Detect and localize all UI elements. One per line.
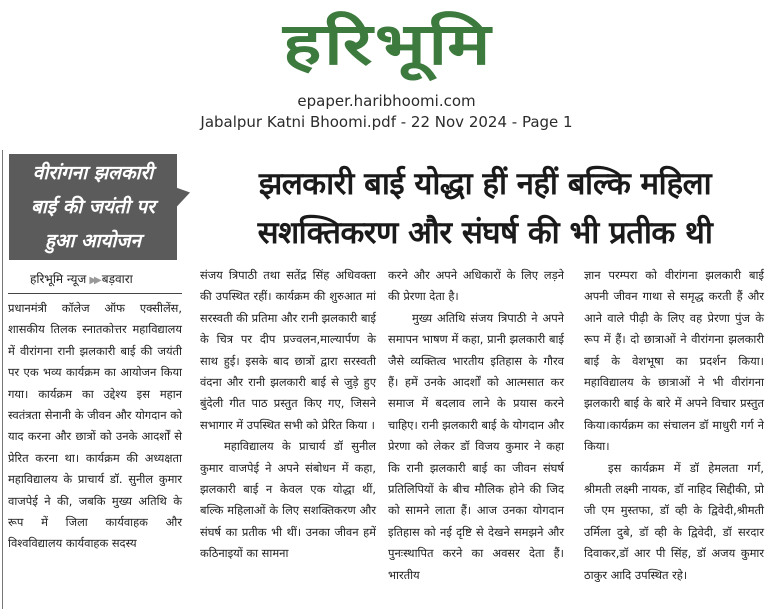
article-column-4 (584, 265, 764, 586)
byline (10, 270, 182, 287)
headline-line: झलकारी बाई योद्धा हीं नहीं बल्कि महिला (258, 166, 712, 202)
left-border-rule (2, 150, 3, 609)
byline-divider (8, 293, 182, 294)
headline (200, 160, 770, 258)
paragraph: प्रधानमंत्री कॉलेज ऑफ एक्सीलेंस, शासकीय तिलक स्नातकोत्तर महाविद्यालय में वीरांगना रानी झलकारी बाई की जयंती पर एक भव्य कार्यक्रम का आयोजन किया गया। कार्यक्रम का उद्देश्य इस महान स्वतंत्रता सेनानी के जीवन और योगदान को याद करना और छात्रों को उनके आदर्शों से प्रेरित करना था। कार्यक्रम की अध्यक्षता महाविद्यालय के प्राचार्य डॉ. सुनील कुमार वाजपेई ने की, जबकि मुख्य अतिथि के रूप में जिला कार्यवाहक और विश्वविद्यालय कार्यवाहक सदस्य (8, 301, 182, 551)
paragraph: संजय त्रिपाठी तथा सतेंद्र सिंह अधिवक्ता की उपस्थित रहीं। कार्यक्रम की शुरुआत मां सरस्वती की प्रतिमा और रानी झलकारी बाई के चित्र पर दीप प्रज्वलन,माल्यार्पण के साथ हुई। इसके बाद छात्रों द्वारा सरस्वती वंदना और रानी झलकारी बाई से जुड़े हुए बुंदेली गीत पाठ प्रस्तुत किए गए, जिसने सभागार में उपस्थित सभी को प्रेरित किया । (200, 268, 376, 432)
article-column-2 (200, 265, 376, 565)
kicker-line: बाई की जयंती पर (31, 196, 155, 218)
paragraph: ज्ञान परम्परा को वीरांगना झलकारी बाई अपनी जीवन गाथा से समृद्ध करती हैं और आने वाले पीढ़ी के लिए वह प्रेरणा पुंज के रूप में हैं। दो छात्राओं ने वीरांगना झलकारी बाई के वेशभूषा का प्रदर्शन किया। महाविद्यालय के छात्राओं ने भी वीरांगना झलकारी बाई के बारे में अपने विचार प्रस्तुत किया।कार्यक्रम का संचालन डॉ माधुरी गर्ग ने किया। (584, 268, 764, 454)
paragraph: इस कार्यक्रम में डॉ हेमलता गर्ग, श्रीमती लक्ष्मी नायक, डॉ नाहिद सिद्दीकी, प्रो जी एम मुस्तफा, डॉ व्ही के द्विवेदी,श्रीमती उर्मिला दुबे, डॉ व्ही के द्विवेदी, डॉ सरदार दिवाकर,डॉ आर पी सिंह, डॉ अजय कुमार ठाकुर आदि उपस्थित रहे। (584, 460, 764, 582)
double-arrow-icon: ▶▶ (89, 275, 99, 286)
logo-text: हरिभूमि (282, 10, 494, 78)
kicker-line: वीरांगना झलकारी (32, 162, 154, 184)
byline-agency: हरिभूमि न्यूज (30, 272, 87, 286)
byline-place: बड़वारा (101, 272, 133, 286)
site-url: epaper.haribhoomi.com (297, 92, 476, 110)
kicker-line: हुआ आयोजन (44, 230, 142, 252)
paragraph: मुख्य अतिथि संजय त्रिपाठी ने अपने समापन भाषण में कहा, प्रानी झलकारी बाई जैसे व्यक्तित्व भारतीय इतिहास के गौरव हैं। हमें उनके आदर्शों को आत्मसात कर समाज में बदलाव लाने के प्रयास करने चाहिए। रानी झलकारी बाई के योगदान और प्रेरणा को लेकर डॉ विजय कुमार ने कहा कि रानी झलकारी बाई का जीवन संघर्ष प्रतिलिपियों के बीच मौलिक होने की जिद को सामने लाता हैं। आज उनका योगदान इतिहास को नई दृष्टि से देखने समझने और पुनःस्थापित करने का अवसर देता हैं। भारतीय (388, 310, 564, 582)
kicker-pointer (176, 182, 190, 207)
haribhoomi-logo (238, 8, 538, 80)
source-line: Jabalpur Katni Bhoomi.pdf - 22 Nov 2024 - Page 1 (200, 113, 573, 131)
kicker-box (9, 154, 177, 260)
article-column-1 (8, 298, 182, 555)
masthead (0, 0, 773, 140)
headline-line: सशक्तिकरण और संघर्ष की भी प्रतीक थी (257, 215, 713, 251)
article-column-3 (388, 265, 564, 586)
paragraph: करने और अपने अधिकारों के लिए लड़ने की प्रेरणा देता है। (388, 268, 564, 304)
paragraph: महाविद्यालय के प्राचार्य डॉ सुनील कुमार वाजपेई ने अपने संबोधन में कहा, झलकारी बाई न केवल एक योद्धा थीं, बल्कि महिलाओं के लिए सशक्तिकरण और संघर्ष का प्रतीक भी थीं। उनका जीवन हमें कठिनाइयों का सामना (200, 439, 376, 561)
